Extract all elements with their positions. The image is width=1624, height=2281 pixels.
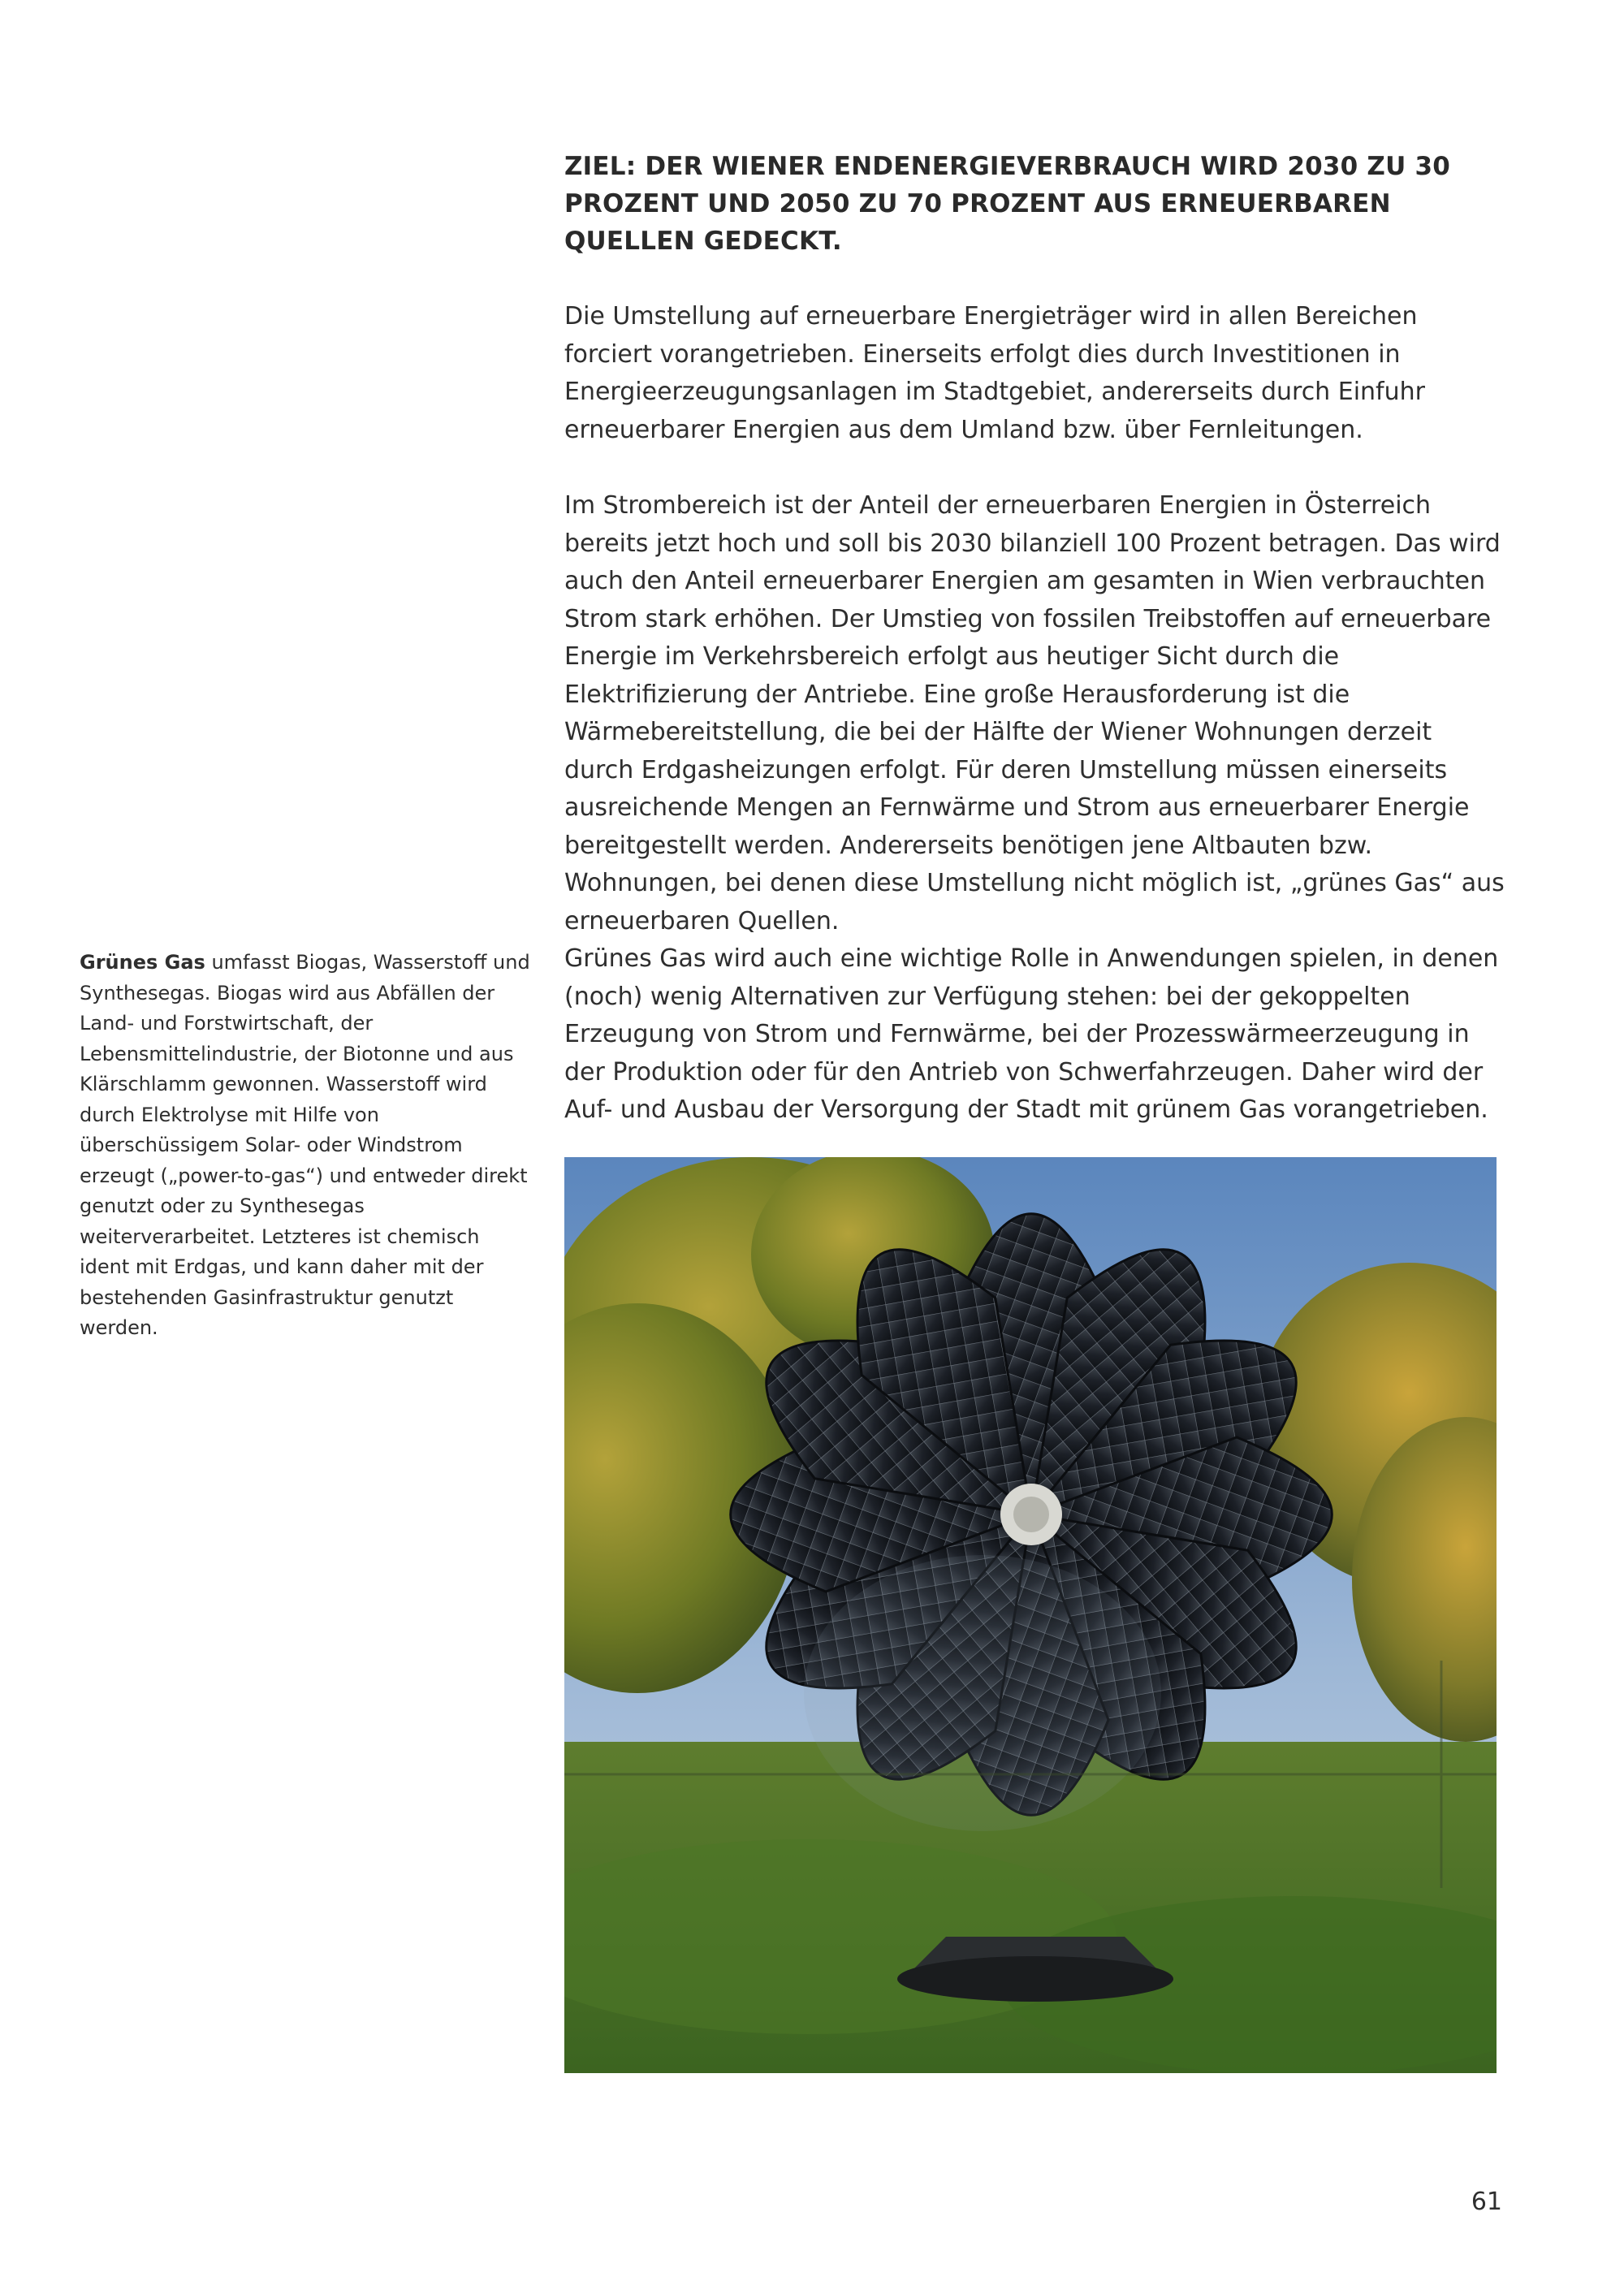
sidebar-note [80,948,534,1344]
body-paragraph-2: Im Strombereich ist der Anteil der erneuerbaren Energien in Österreich bereits jetzt hoch und soll bis 2030 bilanziell 100 Prozent betragen. Das wird auch den Anteil erneuerbarer Energien am gesamten in Wien verbrauchten Strom stark erhöhen. Der Umstieg von fossilen Treibstoffen auf erneuerbare Energie im Verkehrsbereich erfolgt aus heutiger Sicht durch die Elektrifizierung der Antriebe. Eine große Herausforderung ist die Wärmebereitstellung, die bei der Hälfte der Wiener Wohnungen derzeit durch Erdgasheizungen erfolgt. Für deren Umstellung müssen einerseits ausreichende Mengen an Fernwärme und Strom aus erneuerbarer Energie bereitgestellt werden. Andererseits benötigen jene Altbauten bzw. Wohnungen, bei denen diese Umstellung nicht möglich ist, „grünes Gas“ aus erneuerbaren Quellen. [564,491,1505,935]
sidebar-term: Grünes Gas [80,951,205,974]
section-heading: ZIEL: DER WIENER ENDENERGIEVERBRAUCH WIRD 2030 ZU 30 PROZENT UND 2050 ZU 70 PROZENT AUS ERNEUERBAREN QUELLEN GEDECKT. [564,152,1450,256]
solar-flower [897,1937,1173,2002]
solar-flower-photo [564,1157,1497,2073]
page-number: 61 [1471,2188,1502,2216]
sidebar-text: umfasst Biogas, Wasserstoff und Synthesegas. Biogas wird aus Abfällen der Land- und Forstwirtschaft, der Lebensmittelindustrie, der Biotonne und aus Klärschlamm gewonnen. Wasserstoff wird durch Elektrolyse mit Hilfe von überschüssigem Solar- oder Windstrom erzeugt („power-to-gas“) und entweder direkt genutzt oder zu Synthesegas weiterverarbeitet. Letzteres ist chemisch ident mit Erdgas, und kann daher mit der bestehenden Gasinfrastruktur genutzt werden. [80,951,530,1339]
panel-reflection [804,1555,1161,1831]
body-paragraph-3: Grünes Gas wird auch eine wichtige Rolle in Anwendungen spielen, in denen (noch) wenig Alternativen zur Verfügung stehen: bei der gekoppelten Erzeugung von Strom und Fernwärme, bei der Prozesswärmeerzeugung in der Produktion oder für den Antrieb von Schwerfahrzeugen. Daher wird der Auf- und Ausbau der Versorgung der Stadt mit grünem Gas vorangetrieben. [564,944,1499,1124]
body-paragraph-1: Die Umstellung auf erneuerbare Energieträger wird in allen Bereichen forciert vorangetrieben. Einerseits erfolgt dies durch Investitionen in Energieerzeugungsanlagen im Stadtgebiet, andererseits durch Einfuhr erneuerbarer Energien aus dem Umland bzw. über Fernleitungen. [564,302,1425,444]
flower-hub [1000,1484,1062,1545]
